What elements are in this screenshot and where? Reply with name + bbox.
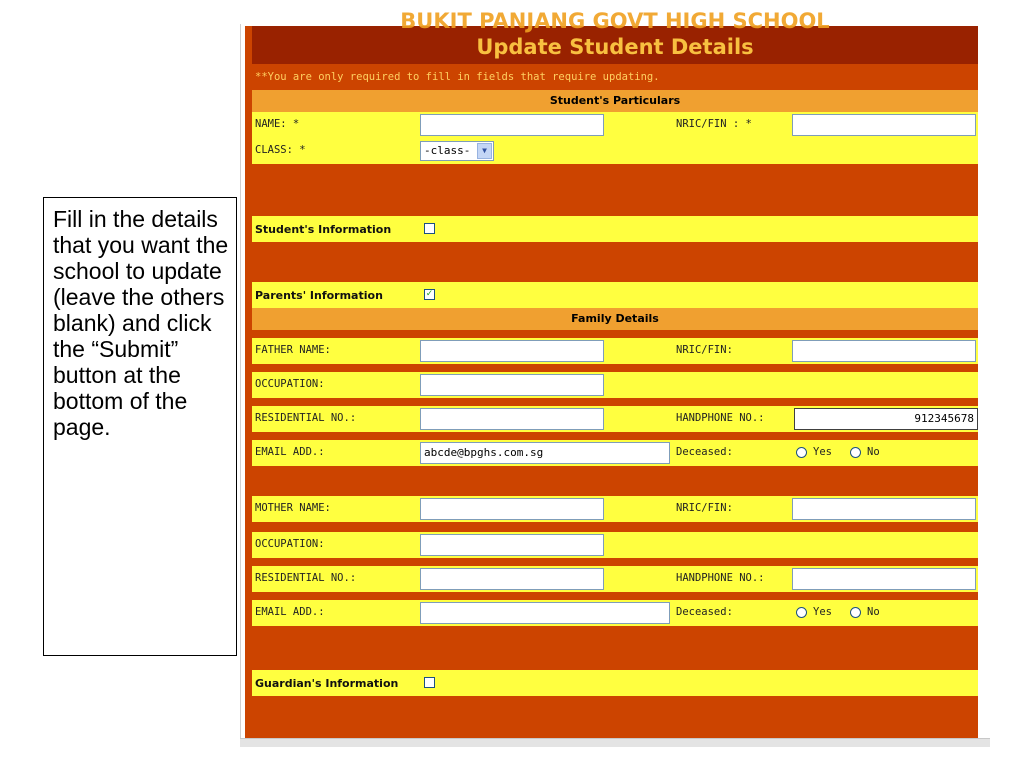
father-nric-input[interactable]: [792, 340, 976, 362]
student-name-input[interactable]: [420, 114, 604, 136]
mother-occupation-row: [252, 532, 978, 558]
mother-deceased-yes-label: Yes: [813, 606, 832, 618]
mother-occupation-label: OCCUPATION:: [255, 538, 325, 550]
father-deceased-yes-label: Yes: [813, 446, 832, 458]
mother-email-label: EMAIL ADD.:: [255, 606, 325, 618]
mother-contact-row: [252, 566, 978, 592]
guardians-information-label: Guardian's Information: [255, 677, 399, 690]
parents-information-label: Parents' Information: [255, 289, 383, 302]
father-deceased-no-radio[interactable]: [850, 447, 861, 458]
parents-information-row: [252, 282, 978, 308]
mother-handphone-input[interactable]: [792, 568, 976, 590]
father-name-input[interactable]: [420, 340, 604, 362]
guardians-information-checkbox[interactable]: [424, 677, 435, 688]
students-information-label: Student's Information: [255, 223, 392, 236]
father-residential-input[interactable]: [420, 408, 604, 430]
father-deceased-no-label: No: [867, 446, 880, 458]
horizontal-scrollbar[interactable]: [240, 738, 990, 747]
student-nric-input[interactable]: [792, 114, 976, 136]
class-select-value: -class-: [424, 144, 471, 157]
father-deceased-yes-radio[interactable]: [796, 447, 807, 458]
mother-deceased-label: Deceased:: [676, 606, 733, 618]
students-information-checkbox[interactable]: [424, 223, 435, 234]
mother-deceased-no-label: No: [867, 606, 880, 618]
mother-nric-input[interactable]: [792, 498, 976, 520]
father-nric-label: NRIC/FIN:: [676, 344, 733, 356]
father-occupation-input[interactable]: [420, 374, 604, 396]
father-deceased-label: Deceased:: [676, 446, 733, 458]
student-name-label: NAME: *: [255, 118, 300, 130]
form-frame: [240, 9, 991, 746]
guardians-information-row: [252, 670, 978, 696]
parents-information-checkbox[interactable]: [424, 289, 435, 300]
mother-email-input[interactable]: [420, 602, 670, 624]
mother-name-row: [252, 496, 978, 522]
page-title: Update Student Details: [476, 35, 754, 59]
update-note: **You are only required to fill in fields that require updating.: [255, 71, 660, 83]
students-information-row: [252, 216, 978, 242]
mother-residential-label: RESIDENTIAL NO.:: [255, 572, 357, 584]
mother-handphone-label: HANDPHONE NO.:: [676, 572, 765, 584]
form-panel: [245, 9, 978, 746]
father-occupation-row: [252, 372, 978, 398]
mother-residential-input[interactable]: [420, 568, 604, 590]
father-handphone-input[interactable]: 912345678: [794, 408, 978, 430]
mother-name-input[interactable]: [420, 498, 604, 520]
mother-name-label: MOTHER NAME:: [255, 502, 331, 514]
father-occupation-label: OCCUPATION:: [255, 378, 325, 390]
student-class-row: [252, 138, 978, 164]
page-banner: [252, 9, 978, 64]
family-details-header: Family Details: [252, 308, 978, 330]
mother-occupation-input[interactable]: [420, 534, 604, 556]
father-name-row: [252, 338, 978, 364]
class-select[interactable]: [420, 141, 494, 161]
instruction-text: Fill in the details that you want the school to update (leave the others blank) and click the “Submit” button at the bottom of the page.: [53, 206, 229, 440]
father-email-input[interactable]: abcde@bpghs.com.sg: [420, 442, 670, 464]
mother-email-row: [252, 600, 978, 626]
mother-nric-label: NRIC/FIN:: [676, 502, 733, 514]
chevron-down-icon[interactable]: ▼: [477, 143, 492, 159]
mother-deceased-yes-radio[interactable]: [796, 607, 807, 618]
father-name-label: FATHER NAME:: [255, 344, 331, 356]
check-mark-icon: ✓: [425, 289, 434, 299]
school-name: BUKIT PANJANG GOVT HIGH SCHOOL: [400, 9, 830, 33]
students-particulars-header: Student's Particulars: [252, 90, 978, 112]
student-class-label: CLASS: *: [255, 144, 306, 156]
student-name-row: [252, 112, 978, 138]
instruction-callout: [43, 197, 237, 656]
father-contact-row: [252, 406, 978, 432]
student-nric-label: NRIC/FIN : *: [676, 118, 752, 130]
father-email-label: EMAIL ADD.:: [255, 446, 325, 458]
father-email-row: [252, 440, 978, 466]
father-residential-label: RESIDENTIAL NO.:: [255, 412, 357, 424]
father-handphone-label: HANDPHONE NO.:: [676, 412, 765, 424]
mother-deceased-no-radio[interactable]: [850, 607, 861, 618]
